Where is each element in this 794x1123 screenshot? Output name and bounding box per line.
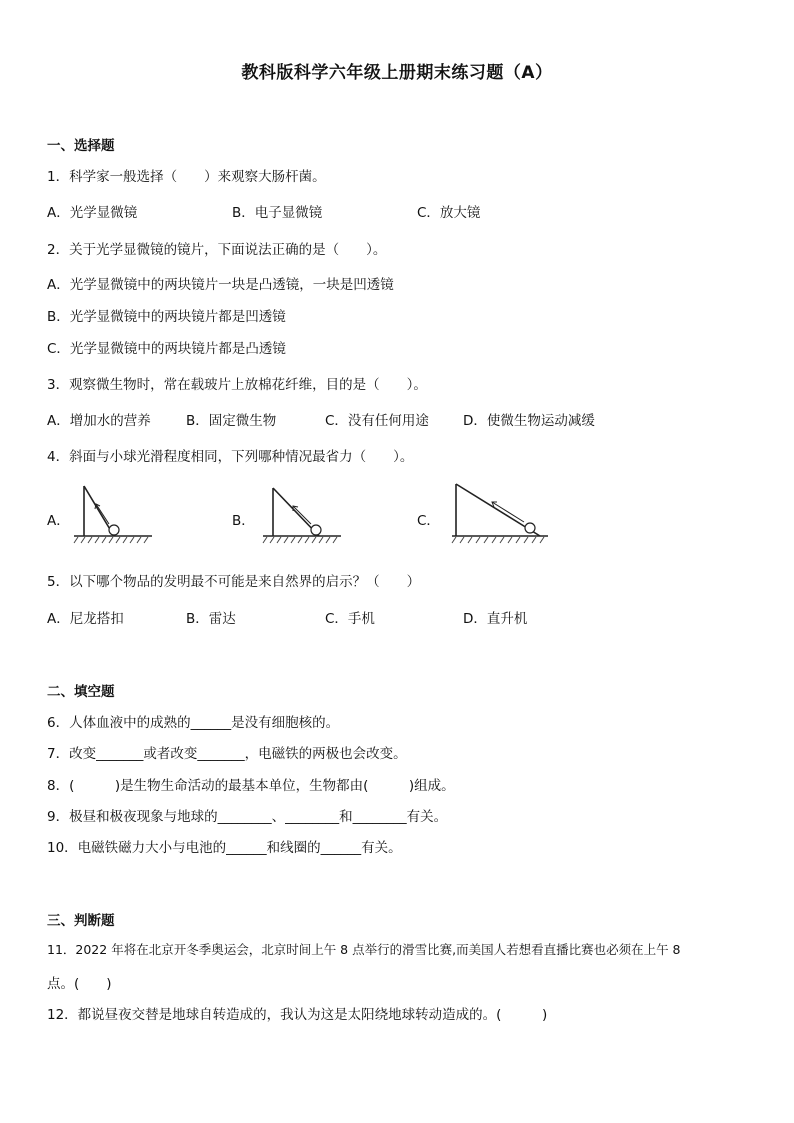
medium-incline-figure <box>261 484 343 546</box>
question-9: 9．极昼和极夜现象与地球的________、________和________有关。 <box>47 809 448 825</box>
question-3-option-a: A．增加水的营养 <box>47 413 151 429</box>
question-4-option-c: C． <box>417 513 440 529</box>
question-11-line-1: 11．2022 年将在北京开冬季奥运会，北京时间上午 8 点举行的滑雪比赛,而美国人若想看直播比赛也必须在上午 8 <box>47 942 681 957</box>
steep-incline-figure <box>72 484 154 546</box>
question-3-option-d: D．使微生物运动减缓 <box>463 413 595 429</box>
question-5-option-a: A．尼龙搭扣 <box>47 611 124 627</box>
question-3-option-c: C．没有任何用途 <box>325 413 429 429</box>
page-title: 教科版科学六年级上册期末练习题（A） <box>241 63 553 83</box>
question-7: 7．改变_______或者改变_______，电磁铁的两极也会改变。 <box>47 746 407 762</box>
question-2-option-a: A．光学显微镜中的两块镜片一块是凸透镜，一块是凹透镜 <box>47 277 394 293</box>
question-4-stem: 4．斜面与小球光滑程度相同，下列哪种情况最省力（ ）。 <box>47 449 414 465</box>
question-1-option-b: B．电子显微镜 <box>232 205 323 221</box>
question-1-option-a: A．光学显微镜 <box>47 205 138 221</box>
question-4-option-a: A． <box>47 513 70 529</box>
question-12: 12．都说昼夜交替是地球自转造成的，我认为这是太阳绕地球转动造成的。( ) <box>47 1007 548 1023</box>
question-2-option-b: B．光学显微镜中的两块镜片都是凹透镜 <box>47 309 286 325</box>
question-11-line-2: 点。( ) <box>47 976 112 992</box>
question-8: 8．( )是生物生命活动的最基本单位，生物都由( )组成。 <box>47 778 455 794</box>
question-5-option-b: B．雷达 <box>186 611 236 627</box>
section-heading-fill: 二、填空题 <box>47 684 115 700</box>
question-5-option-d: D．直升机 <box>463 611 528 627</box>
question-4-option-b: B． <box>232 513 255 529</box>
question-2-option-c: C．光学显微镜中的两块镜片都是凸透镜 <box>47 341 286 357</box>
question-10: 10．电磁铁磁力大小与电池的______和线圈的______有关。 <box>47 840 402 856</box>
question-5-stem: 5．以下哪个物品的发明最不可能是来自然界的启示？（ ） <box>47 574 421 590</box>
question-1-stem: 1．科学家一般选择（ ）来观察大肠杆菌。 <box>47 169 326 185</box>
question-2-stem: 2．关于光学显微镜的镜片，下面说法正确的是（ ）。 <box>47 242 387 258</box>
question-6: 6．人体血液中的成熟的______是没有细胞核的。 <box>47 715 340 731</box>
question-3-option-b: B．固定微生物 <box>186 413 277 429</box>
section-heading-judge: 三、判断题 <box>47 913 115 929</box>
gentle-incline-figure <box>450 480 550 546</box>
question-3-stem: 3．观察微生物时，常在载玻片上放棉花纤维，目的是（ ）。 <box>47 377 427 393</box>
section-heading-choice: 一、选择题 <box>47 138 115 154</box>
question-5-option-c: C．手机 <box>325 611 375 627</box>
question-1-option-c: C．放大镜 <box>417 205 481 221</box>
